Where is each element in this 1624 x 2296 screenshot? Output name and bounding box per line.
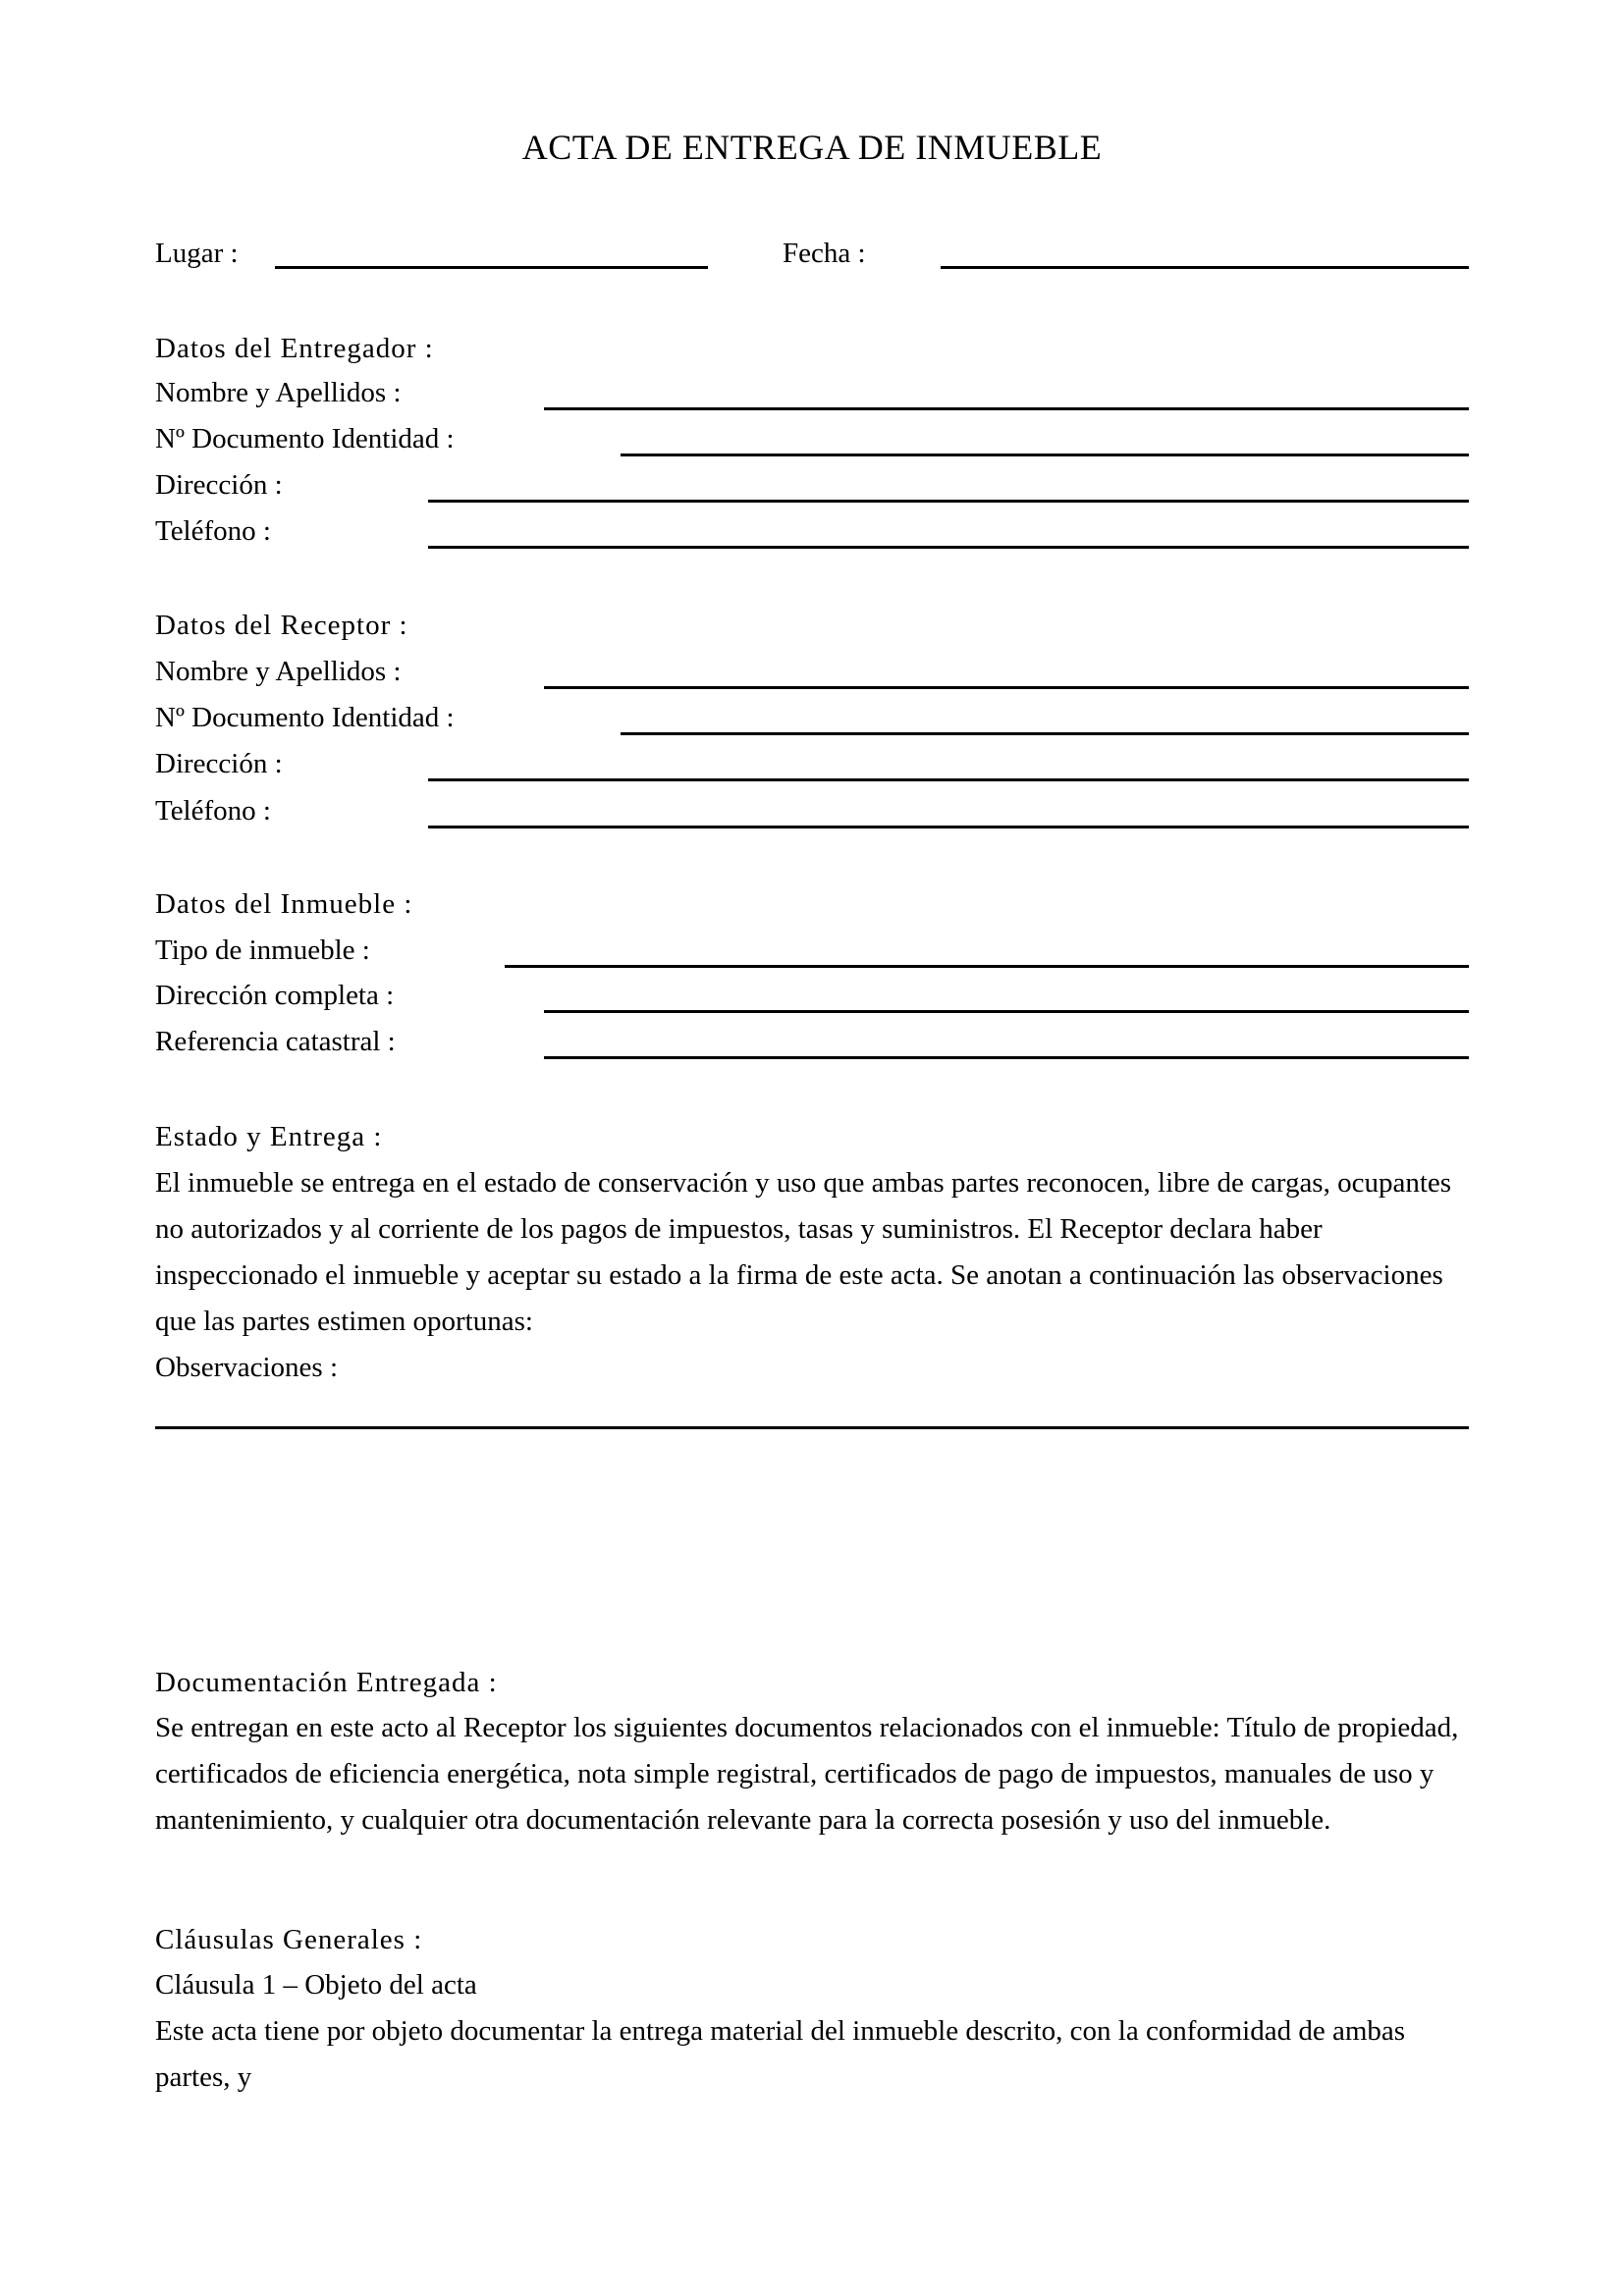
clausula1-body: Este acta tiene por objeto documentar la entrega material del inmueble descrito, con la conformidad de ambas partes, y [155,2015,1406,2093]
estado-body: El inmueble se entrega en el estado de conservación y uso que ambas partes reconocen, libre de cargas, ocupantes no autorizados y al corriente de los pagos de impuestos, tasas y suministros. El Receptor declara haber inspeccionado el inmueble y aceptar su estado a la firma de este acta. Se anotan a continuación las observaciones que las partes estimen oportunas: [155,1167,1452,1337]
entregador-heading: Datos del Entregador : [155,333,434,364]
receptor-documento-label: Nº Documento Identidad : [155,702,455,733]
entregador-nombre-line[interactable] [544,407,1469,410]
estado-heading: Estado y Entrega : [155,1121,383,1152]
inmueble-tipo-label: Tipo de inmueble : [155,934,370,966]
inmueble-tipo-line[interactable] [505,965,1469,968]
entregador-documento-line[interactable] [621,454,1469,456]
receptor-direccion-label: Dirección : [155,748,283,779]
receptor-direccion-line[interactable] [428,778,1469,781]
lugar-label: Lugar : [155,238,239,269]
entregador-nombre-label: Nombre y Apellidos : [155,377,402,408]
entregador-direccion-label: Dirección : [155,469,283,501]
clausula1-title: Cláusula 1 – Objeto del acta [155,1969,477,2001]
receptor-heading: Datos del Receptor : [155,610,408,641]
entregador-telefono-line[interactable] [428,546,1469,549]
entregador-telefono-label: Teléfono : [155,515,271,547]
page-title: ACTA DE ENTREGA DE INMUEBLE [521,128,1103,167]
fecha-label: Fecha : [783,238,866,269]
clausulas-heading: Cláusulas Generales : [155,1924,423,1955]
documentacion-heading: Documentación Entregada : [155,1667,498,1698]
entregador-direccion-line[interactable] [428,500,1469,503]
inmueble-referencia-label: Referencia catastral : [155,1026,396,1057]
inmueble-referencia-line[interactable] [544,1056,1469,1059]
inmueble-direccion-label: Dirección completa : [155,980,395,1011]
lugar-field-line[interactable] [275,266,708,269]
receptor-telefono-label: Teléfono : [155,795,271,827]
fecha-field-line[interactable] [941,266,1469,269]
observaciones-line[interactable] [155,1426,1469,1429]
entregador-documento-label: Nº Documento Identidad : [155,423,455,454]
receptor-documento-line[interactable] [621,732,1469,735]
observaciones-label: Observaciones : [155,1352,339,1383]
inmueble-heading: Datos del Inmueble : [155,888,413,920]
documentacion-body: Se entregan en este acto al Receptor los siguientes documentos relacionados con el inmueble: Título de propiedad, certificados de eficiencia energética, nota simple registral, certificados de pago de impuestos, manuales de uso y mantenimiento, y cualquier otra documentación relevante para la correcta posesión y uso del inmueble. [155,1712,1459,1836]
receptor-telefono-line[interactable] [428,826,1469,828]
inmueble-direccion-line[interactable] [544,1010,1469,1013]
receptor-nombre-label: Nombre y Apellidos : [155,656,402,687]
receptor-nombre-line[interactable] [544,686,1469,689]
